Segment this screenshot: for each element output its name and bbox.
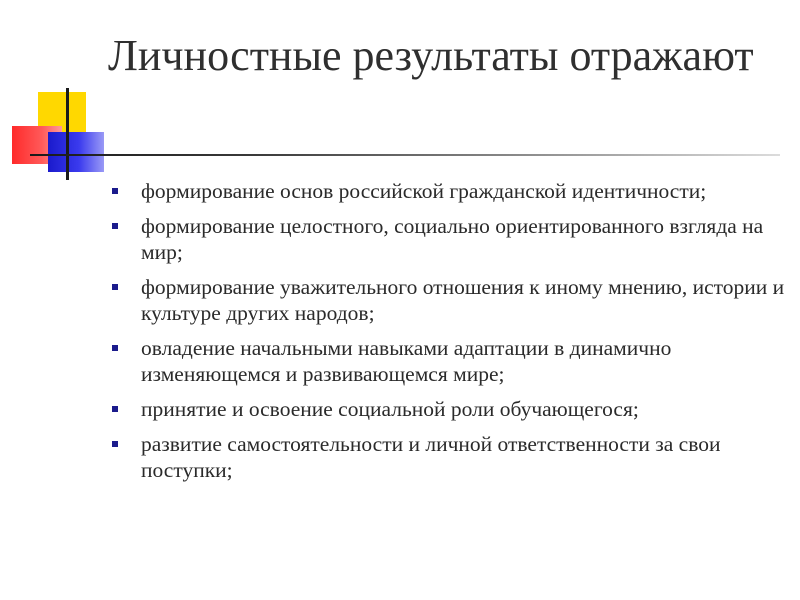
list-item-text: овладение начальными навыками адаптации в динамично изменяющемся и развивающемся мире; xyxy=(141,336,672,386)
title-underline xyxy=(30,154,780,156)
list-item xyxy=(108,213,788,265)
vertical-divider xyxy=(66,88,69,180)
square-bullet-icon xyxy=(112,223,118,229)
slide-title: Личностные результаты отражают xyxy=(108,31,754,80)
square-bullet-icon xyxy=(112,441,118,447)
list-item-text: принятие и освоение социальной роли обучающегося; xyxy=(141,397,639,421)
list-item-text: формирование целостного, социально ориентированного взгляда на мир; xyxy=(141,214,764,264)
square-bullet-icon xyxy=(112,284,118,290)
list-item-text: формирование уважительного отношения к иному мнению, истории и культуре других народов; xyxy=(141,275,785,325)
list-item xyxy=(108,335,788,387)
list-item xyxy=(108,431,788,483)
bullet-list xyxy=(108,178,788,492)
list-item xyxy=(108,396,788,422)
square-bullet-icon xyxy=(112,345,118,351)
square-bullet-icon xyxy=(112,406,118,412)
list-item-text: развитие самостоятельности и личной ответственности за свои поступки; xyxy=(141,432,721,482)
logo-blue-square xyxy=(48,132,104,172)
list-item-text: формирование основ российской гражданской идентичности; xyxy=(141,179,707,203)
list-item xyxy=(108,274,788,326)
square-bullet-icon xyxy=(112,188,118,194)
list-item xyxy=(108,178,788,204)
